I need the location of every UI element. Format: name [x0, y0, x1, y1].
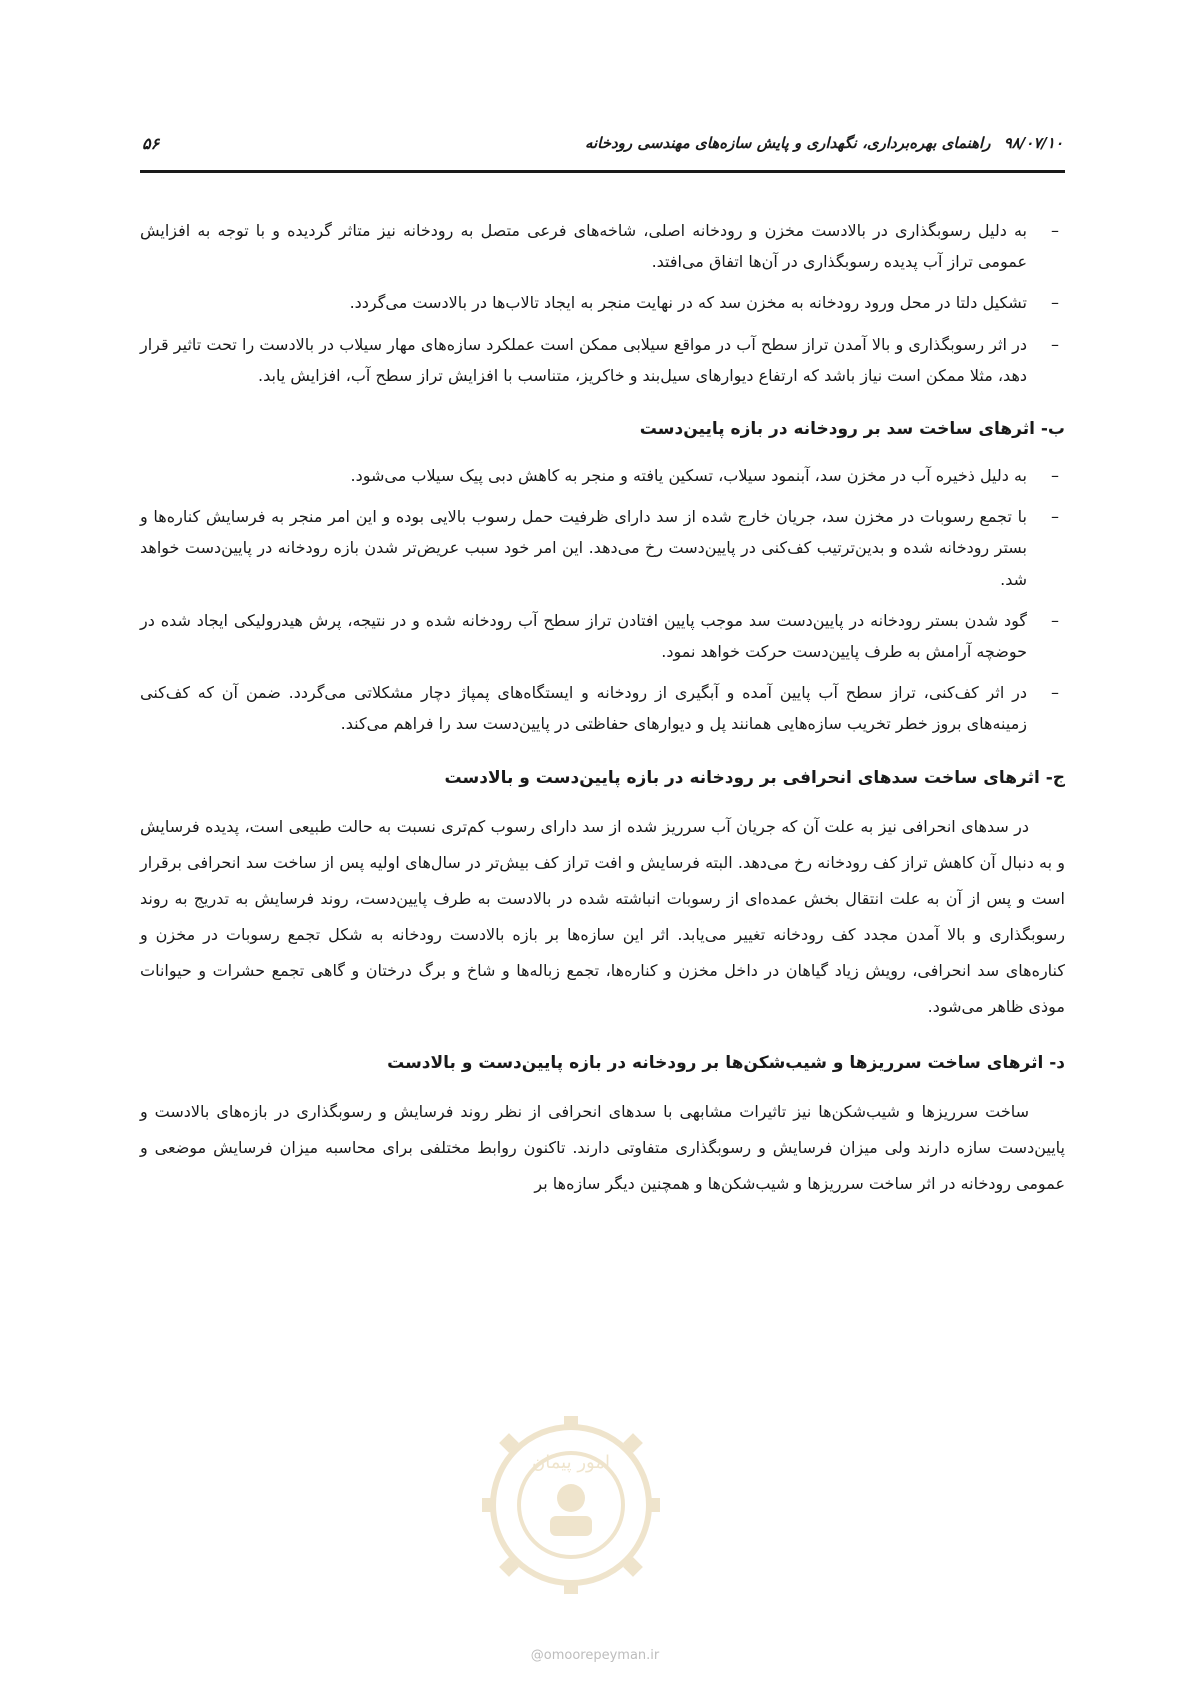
watermark-text: امور پیمان — [532, 1452, 610, 1473]
section-heading-d: د- اثرهای ساخت سرریزها و شیب‌شکن‌ها بر رودخانه در بازه پایین‌دست و بالادست — [387, 1052, 1065, 1073]
section-heading-c: ج- اثرهای ساخت سدهای انحرافی بر رودخانه در بازه پایین‌دست و بالادست — [444, 767, 1065, 788]
list-item: – به دلیل رسوبگذاری در بالادست مخزن و رودخانه اصلی، شاخه‌های فرعی متصل به رودخانه نیز متاثر گردیده و با توجه به افزایش عمومی تراز آب پدیده رسوبگذاری در آن‌ها اتفاق می‌افتد. — [140, 215, 1065, 277]
page-header — [140, 134, 1065, 173]
paragraph-c: در سدهای انحرافی نیز به علت آن که جریان آب سرریز شده از سد دارای رسوب کم‌تری نسبت به حالت طبیعی است، پدیده فرسایش و به دنبال آن کاهش تراز کف رودخانه رخ می‌دهد. البته فرسایش و افت تراز کف بیش‌تر در سال‌های اولیه پس از ساخت سد انحرافی برقرار است و پس از آن به علت انتقال بخش عمده‌ای از رسوبات انباشته شده در بالادست به طرف پایین‌دست، روند فرسایش به تدریج به روند رسوبگذاری و بالا آمدن مجدد کف رودخانه تغییر می‌یابد. اثر این سازه‌ها بر بازه بالادست رودخانه به شکل تجمع رسوبات در مخزن و کناره‌های سد انحرافی، رویش زیاد گیاهان در داخل مخزن و کناره‌ها، تجمع زباله‌ها و شاخ و برگ درختان و گاهی تجمع حشرات و حیوانات موذی ظاهر می‌شود. — [140, 816, 1065, 1016]
section-heading-b: ب- اثرهای ساخت سد بر رودخانه در بازه پایین‌دست — [639, 418, 1065, 439]
watermark-url: @omoorepeyman.ir — [530, 1648, 660, 1663]
page-number: ۵۶ — [142, 134, 160, 153]
list-item: – تشکیل دلتا در محل ورود رودخانه به مخزن سد که در نهایت منجر به ایجاد تالاب‌ها در بالادست می‌گردد. — [140, 287, 1065, 318]
page-content — [140, 215, 1065, 1214]
list-item: – به دلیل ذخیره آب در مخزن سد، آبنمود سیلاب، تسکین یافته و منجر به کاهش دبی پیک سیلاب می‌شود. — [140, 460, 1065, 491]
running-title — [585, 134, 1063, 152]
list-item: – با تجمع رسوبات در مخزن سد، جریان خارج شده از سد دارای ظرفیت حمل رسوب بالایی بوده و این امر منجر به فرسایش کناره‌ها و بستر رودخانه شده و بدین‌ترتیب کف‌کنی در پایین‌دست رخ می‌دهد. این امر خود سبب عریض‌تر شدن بازه رودخانه در پایین‌دست خواهد شد. — [140, 501, 1065, 595]
list-section-b — [140, 460, 1065, 740]
header-date: ۹۸/۰۷/۱۰ — [1003, 134, 1063, 152]
list-item: – در اثر رسوبگذاری و بالا آمدن تراز سطح آب در مواقع سیلابی ممکن است عملکرد سازه‌های مهار سیلاب در بالادست را تحت تاثیر قرار دهد، مثلا ممکن است نیاز باشد که ارتفاع دیوارهای سیل‌بند و خاکریز، متناسب با افزایش تراز سطح آب، افزایش یابد. — [140, 329, 1065, 391]
gear-seal-logo-icon — [476, 1410, 666, 1600]
list-item: – گود شدن بستر رودخانه در پایین‌دست سد موجب پایین افتادن تراز سطح آب رودخانه شده و در نتیجه، پرش هیدرولیکی ایجاد شده در حوضچه آرامش به طرف پایین‌دست حرکت خواهد نمود. — [140, 605, 1065, 667]
list-item: – در اثر کف‌کنی، تراز سطح آب پایین آمده و آبگیری از رودخانه و ایستگاه‌های پمپاژ دچار مشکلاتی می‌گردد. ضمن آن که کف‌کنی زمینه‌های بروز خطر تخریب سازه‌هایی همانند پل و دیوارهای حفاظتی در پایین‌دست سد را فراهم می‌کند. — [140, 677, 1065, 739]
list-section-a — [140, 215, 1065, 391]
header-title: راهنمای بهره‌برداری، نگهداری و پایش سازه‌های مهندسی رودخانه — [584, 134, 991, 152]
paragraph-d: ساخت سرریزها و شیب‌شکن‌ها نیز تاثیرات مشابهی با سدهای انحرافی از نظر روند فرسایش و رسوبگذاری در بازه‌های بالادست و پایین‌دست سازه دارند ولی میزان فرسایش و رسوبگذاری متفاوتی دارند. تاکنون روابط مختلفی برای محاسبه میزان فرسایش موضعی و عمومی رودخانه در اثر ساخت سرریزها و شیب‌شکن‌ها و همچنین دیگر سازه‌ها بر — [140, 1101, 1065, 1193]
